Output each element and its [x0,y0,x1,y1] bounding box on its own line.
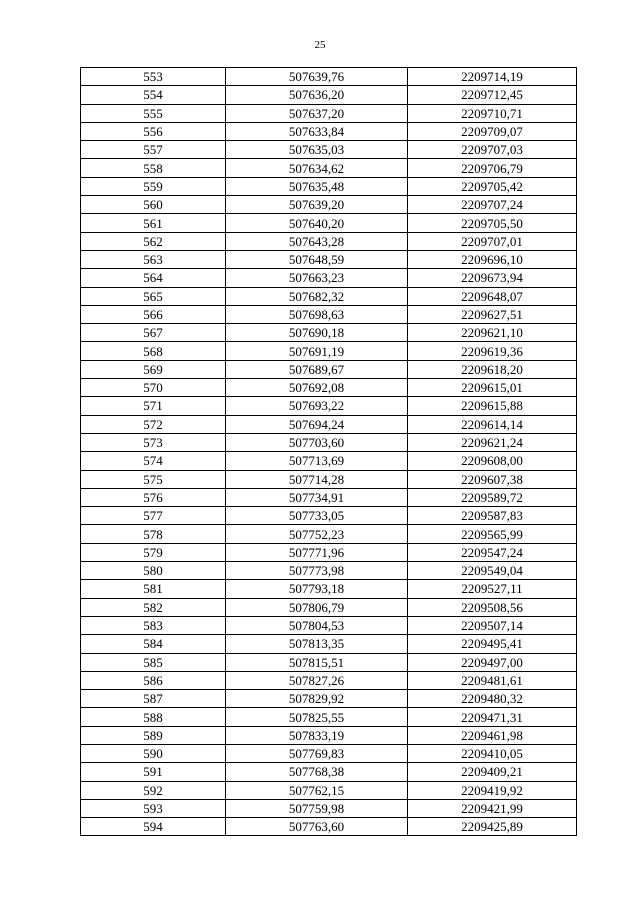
point-number-cell: 563 [81,250,226,268]
table-row [81,232,577,250]
y-coordinate-cell: 2209707,24 [408,196,577,214]
table-row [81,543,577,561]
table-row [81,360,577,378]
y-coordinate-cell: 2209696,10 [408,250,577,268]
point-number-cell: 580 [81,562,226,580]
table-row [81,671,577,689]
table-row [81,324,577,342]
point-number-cell: 587 [81,690,226,708]
y-coordinate-cell: 2209410,05 [408,744,577,762]
table-row [81,287,577,305]
table-row [81,177,577,195]
x-coordinate-cell: 507769,83 [226,744,408,762]
table-row [81,690,577,708]
page-number: 25 [314,39,326,51]
x-coordinate-cell: 507698,63 [226,305,408,323]
x-coordinate-cell: 507773,98 [226,562,408,580]
table-row [81,726,577,744]
point-number-cell: 577 [81,507,226,525]
y-coordinate-cell: 2209421,99 [408,799,577,817]
point-number-cell: 593 [81,799,226,817]
x-coordinate-cell: 507713,69 [226,452,408,470]
x-coordinate-cell: 507639,20 [226,196,408,214]
table-row [81,86,577,104]
point-number-cell: 590 [81,744,226,762]
x-coordinate-cell: 507829,92 [226,690,408,708]
table-row [81,799,577,817]
point-number-cell: 588 [81,708,226,726]
table-row [81,562,577,580]
point-number-cell: 574 [81,452,226,470]
point-number-cell: 567 [81,324,226,342]
table-row [81,763,577,781]
table-row [81,580,577,598]
x-coordinate-cell: 507643,28 [226,232,408,250]
table-row [81,616,577,634]
x-coordinate-cell: 507813,35 [226,635,408,653]
x-coordinate-cell: 507759,98 [226,799,408,817]
y-coordinate-cell: 2209508,56 [408,598,577,616]
table-row [81,159,577,177]
y-coordinate-cell: 2209461,98 [408,726,577,744]
point-number-cell: 572 [81,415,226,433]
point-number-cell: 557 [81,141,226,159]
y-coordinate-cell: 2209648,07 [408,287,577,305]
y-coordinate-cell: 2209547,24 [408,543,577,561]
x-coordinate-cell: 507633,84 [226,122,408,140]
y-coordinate-cell: 2209615,88 [408,397,577,415]
x-coordinate-cell: 507752,23 [226,525,408,543]
point-number-cell: 579 [81,543,226,561]
table-row [81,68,577,86]
table-row [81,397,577,415]
table-row [81,141,577,159]
x-coordinate-cell: 507689,67 [226,360,408,378]
y-coordinate-cell: 2209621,10 [408,324,577,342]
point-number-cell: 560 [81,196,226,214]
x-coordinate-cell: 507637,20 [226,104,408,122]
x-coordinate-cell: 507648,59 [226,250,408,268]
y-coordinate-cell: 2209705,42 [408,177,577,195]
y-coordinate-cell: 2209409,21 [408,763,577,781]
table-row [81,104,577,122]
x-coordinate-cell: 507815,51 [226,653,408,671]
x-coordinate-cell: 507762,15 [226,781,408,799]
point-number-cell: 569 [81,360,226,378]
x-coordinate-cell: 507793,18 [226,580,408,598]
x-coordinate-cell: 507703,60 [226,433,408,451]
x-coordinate-cell: 507714,28 [226,470,408,488]
x-coordinate-cell: 507634,62 [226,159,408,177]
point-number-cell: 576 [81,488,226,506]
x-coordinate-cell: 507733,05 [226,507,408,525]
point-number-cell: 594 [81,818,226,836]
x-coordinate-cell: 507691,19 [226,342,408,360]
table-row [81,452,577,470]
coordinates-table-body [81,68,577,836]
table-row [81,214,577,232]
y-coordinate-cell: 2209587,83 [408,507,577,525]
point-number-cell: 583 [81,616,226,634]
y-coordinate-cell: 2209425,89 [408,818,577,836]
point-number-cell: 566 [81,305,226,323]
point-number-cell: 578 [81,525,226,543]
x-coordinate-cell: 507804,53 [226,616,408,634]
y-coordinate-cell: 2209589,72 [408,488,577,506]
table-row [81,744,577,762]
table-row [81,305,577,323]
x-coordinate-cell: 507768,38 [226,763,408,781]
point-number-cell: 585 [81,653,226,671]
point-number-cell: 589 [81,726,226,744]
coordinates-table [80,67,577,836]
x-coordinate-cell: 507825,55 [226,708,408,726]
table-row [81,415,577,433]
y-coordinate-cell: 2209495,41 [408,635,577,653]
point-number-cell: 586 [81,671,226,689]
point-number-cell: 553 [81,68,226,86]
x-coordinate-cell: 507833,19 [226,726,408,744]
point-number-cell: 562 [81,232,226,250]
table-row [81,781,577,799]
point-number-cell: 570 [81,379,226,397]
y-coordinate-cell: 2209705,50 [408,214,577,232]
x-coordinate-cell: 507763,60 [226,818,408,836]
point-number-cell: 555 [81,104,226,122]
y-coordinate-cell: 2209706,79 [408,159,577,177]
table-row [81,507,577,525]
y-coordinate-cell: 2209714,19 [408,68,577,86]
table-row [81,635,577,653]
table-row [81,379,577,397]
x-coordinate-cell: 507690,18 [226,324,408,342]
y-coordinate-cell: 2209549,04 [408,562,577,580]
point-number-cell: 568 [81,342,226,360]
table-row [81,818,577,836]
point-number-cell: 556 [81,122,226,140]
y-coordinate-cell: 2209497,00 [408,653,577,671]
x-coordinate-cell: 507806,79 [226,598,408,616]
point-number-cell: 592 [81,781,226,799]
table-row [81,269,577,287]
table-row [81,525,577,543]
y-coordinate-cell: 2209709,07 [408,122,577,140]
y-coordinate-cell: 2209621,24 [408,433,577,451]
point-number-cell: 571 [81,397,226,415]
y-coordinate-cell: 2209707,03 [408,141,577,159]
y-coordinate-cell: 2209481,61 [408,671,577,689]
point-number-cell: 559 [81,177,226,195]
y-coordinate-cell: 2209614,14 [408,415,577,433]
table-row [81,122,577,140]
y-coordinate-cell: 2209507,14 [408,616,577,634]
y-coordinate-cell: 2209527,11 [408,580,577,598]
y-coordinate-cell: 2209607,38 [408,470,577,488]
table-row [81,196,577,214]
y-coordinate-cell: 2209627,51 [408,305,577,323]
point-number-cell: 575 [81,470,226,488]
x-coordinate-cell: 507635,48 [226,177,408,195]
table-row [81,342,577,360]
y-coordinate-cell: 2209565,99 [408,525,577,543]
table-row [81,598,577,616]
y-coordinate-cell: 2209618,20 [408,360,577,378]
y-coordinate-cell: 2209480,32 [408,690,577,708]
point-number-cell: 573 [81,433,226,451]
y-coordinate-cell: 2209710,71 [408,104,577,122]
point-number-cell: 582 [81,598,226,616]
x-coordinate-cell: 507640,20 [226,214,408,232]
x-coordinate-cell: 507827,26 [226,671,408,689]
point-number-cell: 591 [81,763,226,781]
x-coordinate-cell: 507693,22 [226,397,408,415]
table-row [81,708,577,726]
y-coordinate-cell: 2209673,94 [408,269,577,287]
table-row [81,250,577,268]
point-number-cell: 561 [81,214,226,232]
point-number-cell: 564 [81,269,226,287]
point-number-cell: 584 [81,635,226,653]
y-coordinate-cell: 2209608,00 [408,452,577,470]
y-coordinate-cell: 2209615,01 [408,379,577,397]
table-row [81,653,577,671]
x-coordinate-cell: 507771,96 [226,543,408,561]
x-coordinate-cell: 507636,20 [226,86,408,104]
table-row [81,433,577,451]
x-coordinate-cell: 507635,03 [226,141,408,159]
table-row [81,470,577,488]
x-coordinate-cell: 507734,91 [226,488,408,506]
x-coordinate-cell: 507663,23 [226,269,408,287]
point-number-cell: 558 [81,159,226,177]
point-number-cell: 565 [81,287,226,305]
table-row [81,488,577,506]
x-coordinate-cell: 507639,76 [226,68,408,86]
x-coordinate-cell: 507682,32 [226,287,408,305]
point-number-cell: 581 [81,580,226,598]
y-coordinate-cell: 2209619,36 [408,342,577,360]
x-coordinate-cell: 507692,08 [226,379,408,397]
y-coordinate-cell: 2209712,45 [408,86,577,104]
point-number-cell: 554 [81,86,226,104]
y-coordinate-cell: 2209419,92 [408,781,577,799]
y-coordinate-cell: 2209707,01 [408,232,577,250]
x-coordinate-cell: 507694,24 [226,415,408,433]
y-coordinate-cell: 2209471,31 [408,708,577,726]
